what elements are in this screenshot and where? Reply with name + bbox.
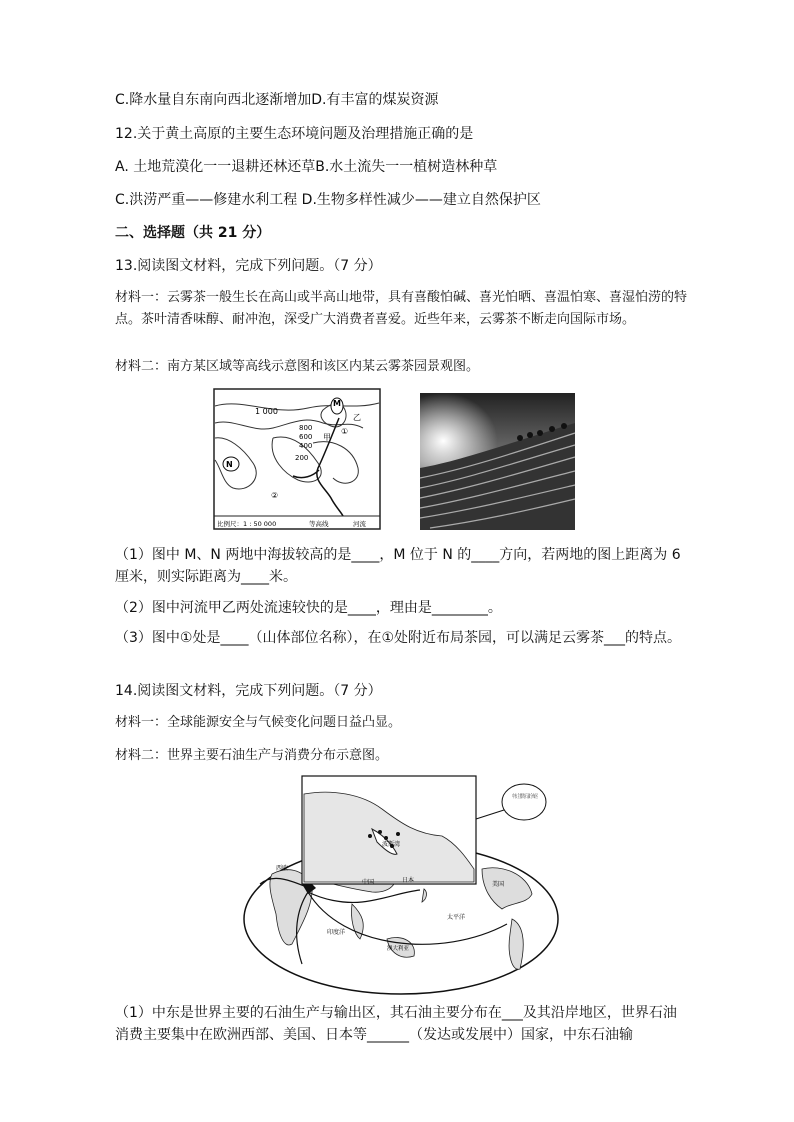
point-2: ② (271, 491, 279, 500)
question-12-options-ab: A. 土地荒漠化一一退耕还林还草B.水土流失一一植树造林种草 (115, 159, 498, 175)
contour-map (213, 388, 381, 530)
contour-400: 400 (299, 442, 313, 450)
contour-800: 800 (299, 424, 313, 432)
section-heading: 二、选择题（共 21 分） (115, 225, 271, 241)
question-14-part-1: （1）中东是世界主要的石油生产与输出区，其石油主要分布在___及其沿岸地区，世界石油消费主要集中在欧洲西部、美国、日本等______（发达或发展中）国家，中东石油输 (115, 1005, 677, 1043)
question-12-options-cd: C.洪涝严重——修建水利工程 D.生物多样性减少——建立自然保护区 (115, 192, 541, 208)
legend-river: 河流 (353, 520, 366, 528)
label-gulf: 波斯湾 (382, 841, 401, 848)
option-c-d-q11: C.降水量自东南向西北逐渐增加D.有丰富的煤炭资源 (115, 92, 439, 108)
world-oil-map (242, 774, 560, 996)
label-indian-ocean: 印度洋 (327, 929, 346, 936)
material-two-q14: 材料二：世界主要石油生产与消费分布示意图。 (115, 748, 389, 763)
contour-600: 600 (299, 433, 313, 441)
question-12: 12.关于黄土高原的主要生态环境问题及治理措施正确的是 (115, 126, 474, 142)
question-14: 14.阅读图文材料，完成下列问题。（7 分） (115, 683, 382, 699)
label-japan: 日本 (402, 877, 415, 884)
label-australia: 澳大利亚 (387, 946, 410, 952)
tea-garden-photo (420, 393, 575, 530)
point-1: ① (341, 427, 349, 436)
question-13-part-1: （1）图中 M、N 两地中海拔较高的是____，M 位于 N 的____方向，若两地的图上距离为 6 厘米，则实际距离为____米。 (115, 547, 681, 585)
point-n: N (226, 460, 233, 469)
label-china: 中国 (362, 879, 375, 886)
river-jia: 甲 (323, 433, 331, 442)
material-one-q13: 材料一：云雾茶一般生长在高山或半高山地带，具有喜酸怕碱、喜光怕晒、喜温怕寒、喜湿怕涝的特点。茶叶清香味醇、耐冲泡，深受广大消费者喜爱。近些年来，云雾茶不断走向国际市场。 (115, 290, 688, 327)
point-m: M (333, 399, 341, 408)
contour-200: 200 (295, 454, 309, 462)
contour-1000: 1 000 (255, 407, 278, 416)
callout-label (512, 792, 538, 800)
material-one-q14: 材料一：全球能源安全与气候变化问题日益凸显。 (115, 715, 402, 730)
river-yi: 乙 (353, 413, 361, 422)
question-13: 13.阅读图文材料，完成下列问题。（7 分） (115, 258, 382, 274)
question-13-part-2: （2）图中河流甲乙两处流速较快的是____，理由是________。 (115, 600, 502, 616)
label-west-europe: 西欧 (276, 865, 289, 872)
map-scale: 比例尺：1 : 50 000 (217, 520, 277, 528)
legend-contour: 等高线 (309, 520, 329, 528)
material-two-q13: 材料二：南方某区域等高线示意图和该区内某云雾茶园景观图。 (115, 359, 480, 374)
question-13-part-3: （3）图中①处是____（山体部位名称），在①处附近布局茶园，可以满足云雾茶___的特点。 (115, 630, 682, 646)
label-pacific: 太平洋 (447, 914, 466, 921)
label-usa: 美国 (492, 881, 505, 888)
